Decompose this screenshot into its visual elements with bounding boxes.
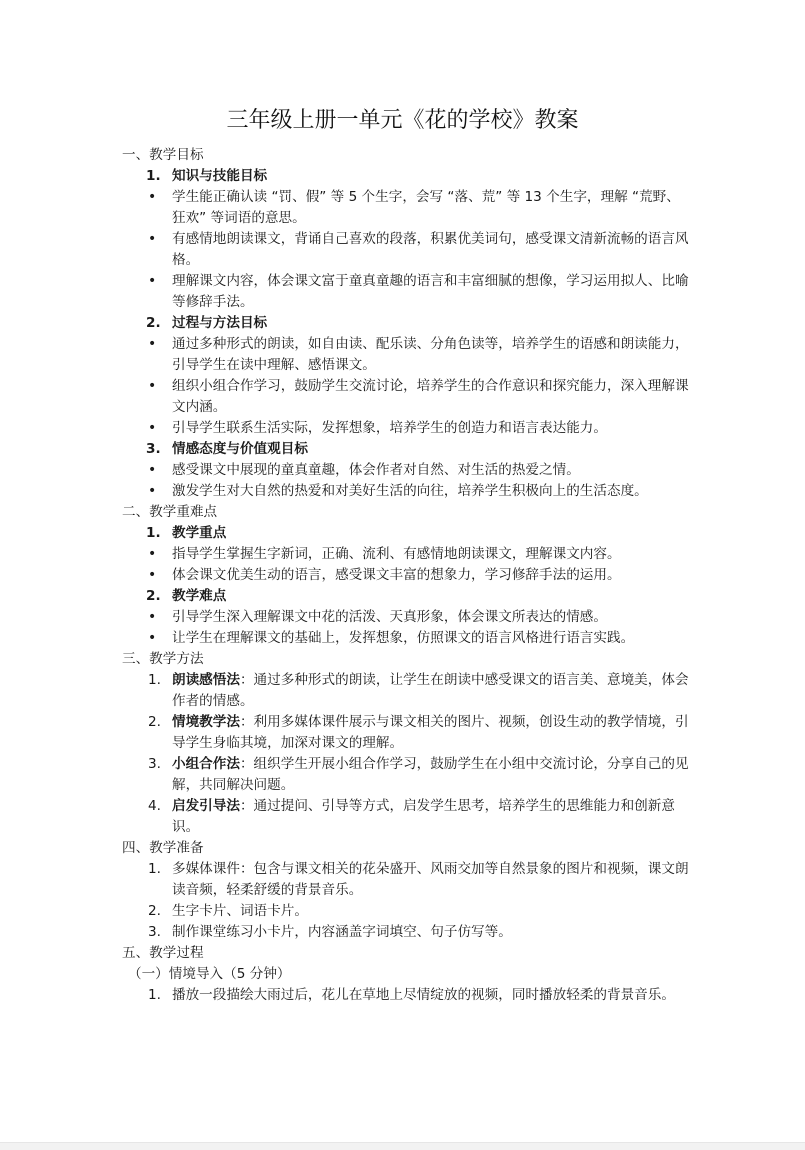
- list-item: [122, 187, 692, 229]
- method-label: 情境教学法: [172, 714, 240, 730]
- list-item-text: 让学生在理解课文的基础上，发挥想象，仿照课文的语言风格进行语言实践。: [172, 630, 635, 646]
- list-item: [122, 271, 692, 313]
- list-item: [122, 859, 692, 901]
- subheading: [122, 313, 692, 334]
- bullet-marker: •: [148, 630, 157, 646]
- method-label: 朗读感悟法: [172, 672, 240, 688]
- method-text: ：利用多媒体课件展示与课文相关的图片、视频，创设生动的教学情境，引导学生身临其境，加深对课文的理解。: [172, 714, 689, 751]
- list-item-text: 多媒体课件：包含与课文相关的花朵盛开、风雨交加等自然景象的图片和视频，课文朗读音频，轻柔舒缓的背景音乐。: [172, 861, 689, 898]
- list-item-text: 引导学生联系生活实际，发挥想象，培养学生的创造力和语言表达能力。: [172, 420, 607, 436]
- list-item: [122, 229, 692, 271]
- list-number: 1.: [146, 168, 161, 184]
- list-item: [122, 922, 692, 943]
- method-text: ：通过多种形式的朗读，让学生在朗读中感受课文的语言美、意境美，体会作者的情感。: [172, 672, 689, 709]
- bullet-marker: •: [148, 483, 157, 499]
- list-item: [122, 481, 692, 502]
- subheading-label: 情感态度与价值观目标: [172, 441, 308, 457]
- bullet-marker: •: [148, 462, 157, 478]
- list-item: [122, 754, 692, 796]
- bullet-marker: •: [148, 273, 157, 289]
- list-item: [122, 460, 692, 481]
- list-item-text: 引导学生深入理解课文中花的活泼、天真形象，体会课文所表达的情感。: [172, 609, 607, 625]
- subheading: [122, 439, 692, 460]
- list-number: 4.: [148, 798, 161, 814]
- bullet-marker: •: [148, 378, 157, 394]
- list-item: [122, 544, 692, 565]
- list-item: [122, 670, 692, 712]
- bullet-marker: •: [148, 231, 157, 247]
- list-number: 1.: [146, 525, 161, 541]
- list-item: [122, 418, 692, 439]
- list-item: [122, 565, 692, 586]
- list-item-text: 生字卡片、词语卡片。: [172, 903, 308, 919]
- section-heading: 二、教学重难点: [122, 504, 218, 520]
- section-heading: 五、教学过程: [122, 945, 204, 961]
- subheading: [122, 523, 692, 544]
- list-number: 2.: [148, 903, 161, 919]
- list-item: [122, 607, 692, 628]
- list-item: [122, 376, 692, 418]
- method-text: ：组织学生开展小组合作学习，鼓励学生在小组中交流讨论，分享自己的见解，共同解决问题。: [172, 756, 689, 793]
- list-item: [122, 712, 692, 754]
- list-number: 2.: [146, 588, 161, 604]
- subheading-label: 教学难点: [172, 588, 227, 604]
- list-number: 1.: [148, 987, 161, 1003]
- method-label: 启发引导法: [172, 798, 240, 814]
- bullet-marker: •: [148, 336, 157, 352]
- subheading-label: 知识与技能目标: [172, 168, 268, 184]
- list-item-text: 指导学生掌握生字新词，正确、流利、有感情地朗读课文，理解课文内容。: [172, 546, 621, 562]
- subheading: [122, 586, 692, 607]
- list-item-text: 组织小组合作学习，鼓励学生交流讨论，培养学生的合作意识和探究能力，深入理解课文内涵。: [172, 378, 689, 415]
- list-item-text: 激发学生对大自然的热爱和对美好生活的向往，培养学生积极向上的生活态度。: [172, 483, 648, 499]
- bullet-marker: •: [148, 546, 157, 562]
- list-item-text: 有感情地朗读课文，背诵自己喜欢的段落，积累优美词句，感受课文清新流畅的语言风格。: [172, 231, 689, 268]
- section-heading: 一、教学目标: [122, 147, 204, 163]
- bullet-marker: •: [148, 609, 157, 625]
- list-item-text: 理解课文内容，体会课文富于童真童趣的语言和丰富细腻的想像，学习运用拟人、比喻等修辞手法。: [172, 273, 689, 310]
- subheading-label: 过程与方法目标: [172, 315, 268, 331]
- list-item-text: 播放一段描绘大雨过后，花儿在草地上尽情绽放的视频，同时播放轻柔的背景音乐。: [172, 987, 675, 1003]
- bullet-marker: •: [148, 189, 157, 205]
- list-item: [122, 901, 692, 922]
- list-item-text: 制作课堂练习小卡片，内容涵盖字词填空、句子仿写等。: [172, 924, 512, 940]
- list-number: 3.: [148, 924, 161, 940]
- list-item-text: 体会课文优美生动的语言，感受课文丰富的想象力，学习修辞手法的运用。: [172, 567, 621, 583]
- subheading: [122, 166, 692, 187]
- list-number: 2.: [146, 315, 161, 331]
- document-title: 三年级上册一单元《花的学校》教案: [226, 108, 579, 133]
- list-number: 3.: [146, 441, 161, 457]
- bullet-marker: •: [148, 567, 157, 583]
- section-heading: 三、教学方法: [122, 651, 204, 667]
- list-number: 2.: [148, 714, 161, 730]
- list-number: 3.: [148, 756, 161, 772]
- list-item-text: 通过多种形式的朗读，如自由读、配乐读、分角色读等，培养学生的语感和朗读能力，引导学生在读中理解、感悟课文。: [172, 336, 689, 373]
- list-item: [122, 334, 692, 376]
- list-item: [122, 796, 692, 838]
- document-body: [122, 145, 692, 1006]
- list-item-text: 学生能正确认读 “罚、假” 等 5 个生字，会写 “落、荒” 等 13 个生字，理解 “荒野、狂欢” 等词语的意思。: [172, 189, 680, 226]
- list-item: [122, 985, 692, 1006]
- list-number: 1.: [148, 861, 161, 877]
- method-text: ：通过提问、引导等方式，启发学生思考，培养学生的思维能力和创新意识。: [172, 798, 675, 835]
- bullet-marker: •: [148, 420, 157, 436]
- subheading-label: 教学重点: [172, 525, 227, 541]
- list-item-text: 感受课文中展现的童真童趣，体会作者对自然、对生活的热爱之情。: [172, 462, 580, 478]
- method-label: 小组合作法: [172, 756, 240, 772]
- list-number: 1.: [148, 672, 161, 688]
- section-heading: 四、教学准备: [122, 840, 204, 856]
- subsection-heading: （一）情境导入（5 分钟）: [128, 966, 291, 982]
- list-item: [122, 628, 692, 649]
